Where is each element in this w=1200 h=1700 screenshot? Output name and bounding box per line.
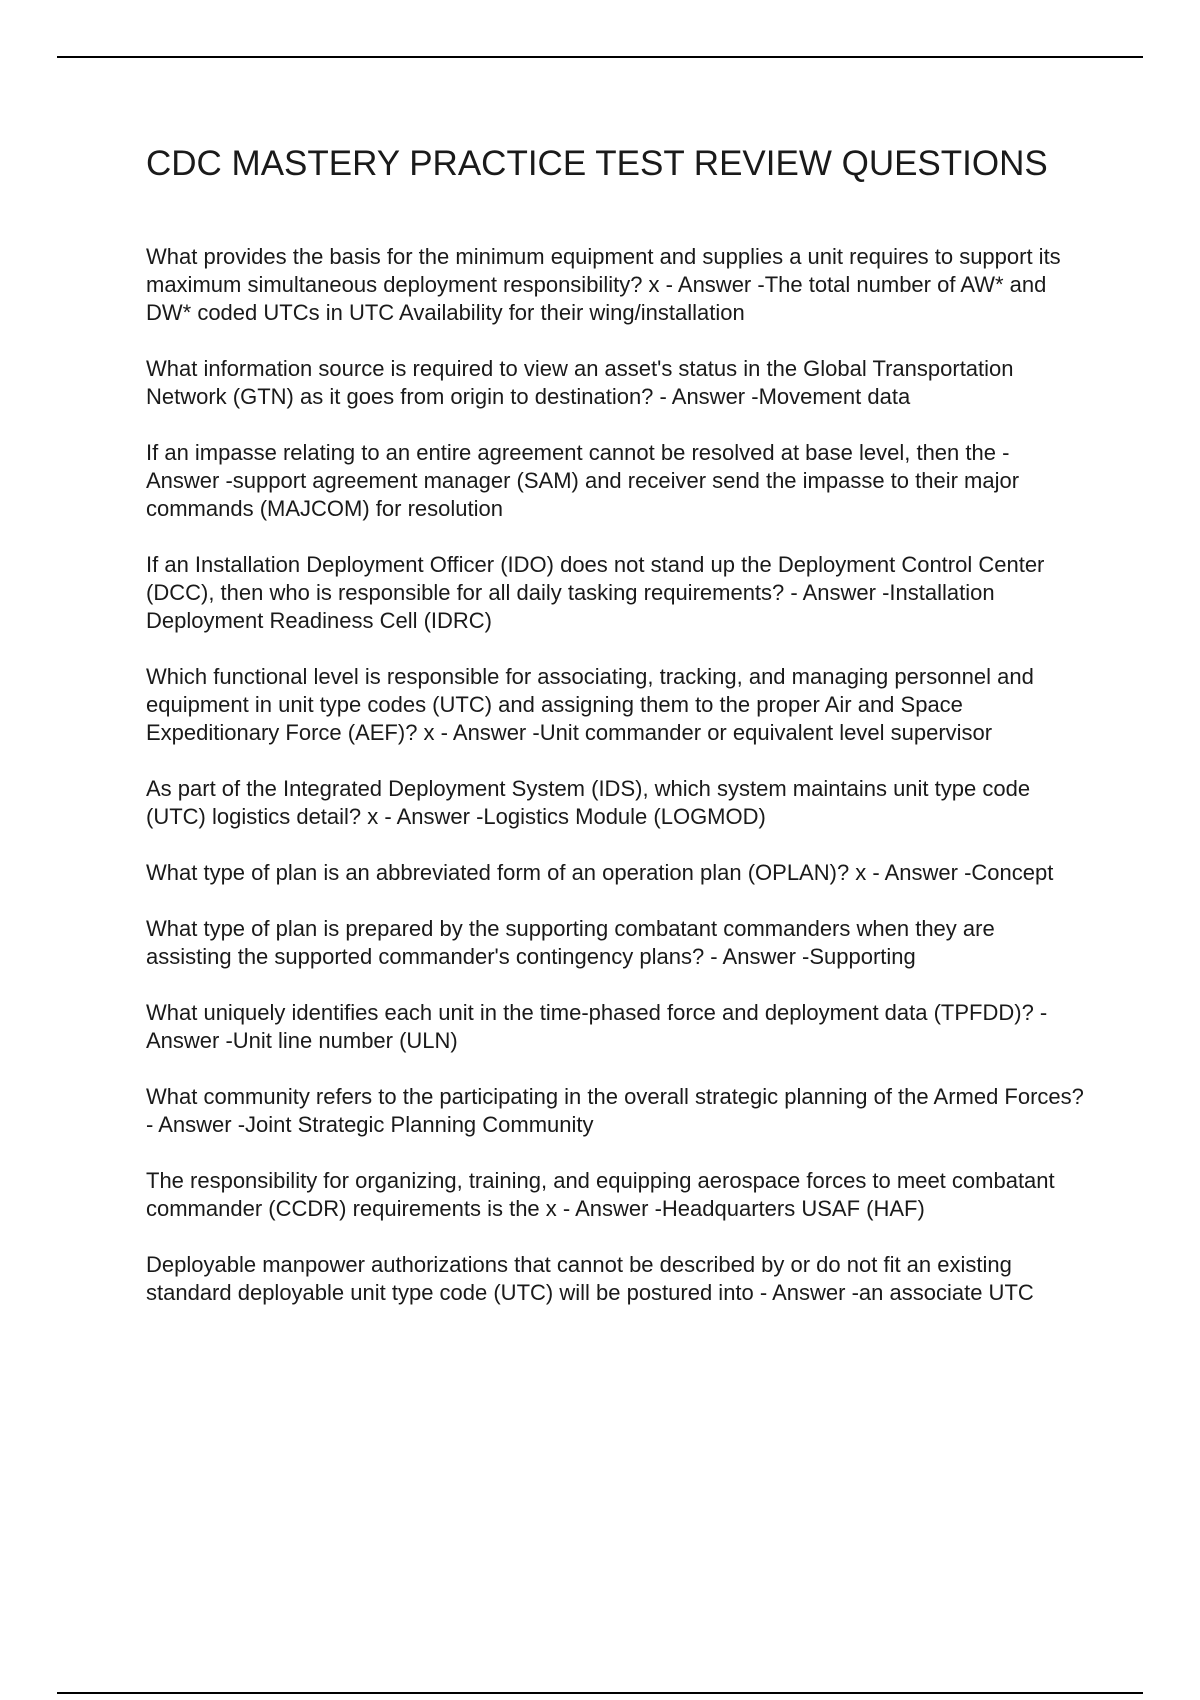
qa-item-3 [146,439,1086,523]
answer-text: Answer -Unit commander or equivalent level supervisor [452,720,993,745]
answer-text: Answer -Movement data [671,384,911,409]
question-text: What type of plan is an abbreviated form of an operation plan (OPLAN)? x - [146,860,885,885]
question-text: If an Installation Deployment Officer (IDO) does not stand up the Deployment Control Center (DCC), then who is responsible for all daily tasking requirements? - [146,552,1045,605]
qa-item-10 [146,1083,1086,1139]
question-text: What provides the basis for the minimum equipment and supplies a unit requires to support its maximum simultaneous deployment responsibility? x - [146,244,1061,297]
question-text: What type of plan is prepared by the supporting combatant commanders when they are assisting the supported commander's contingency plans? - [146,916,995,969]
answer-text: Answer -an associate UTC [772,1280,1034,1305]
question-text: Deployable manpower authorizations that cannot be described by or do not fit an existing standard deployable unit type code (UTC) will be postured into - [146,1252,1012,1305]
qa-list [146,243,1086,1307]
qa-item-2 [146,355,1086,411]
question-text: If an impasse relating to an entire agreement cannot be resolved at base level, then the - [146,440,1010,465]
top-rule [57,56,1143,58]
answer-text: Answer -Joint Strategic Planning Community [158,1112,594,1137]
qa-item-5 [146,663,1086,747]
bottom-rule [57,1692,1143,1694]
answer-text: Answer -Supporting [722,944,916,969]
qa-item-4 [146,551,1086,635]
answer-text: Answer -Unit line number (ULN) [146,1028,458,1053]
qa-item-7 [146,859,1086,887]
question-text: Which functional level is responsible for associating, tracking, and managing personnel and equipment in unit type codes (UTC) and assigning them to the proper Air and Space Expeditionary Force (AEF)? x - [146,664,1034,745]
document-body [146,142,1086,1335]
document-title: CDC MASTERY PRACTICE TEST REVIEW QUESTIONS [146,144,1048,183]
question-text: The responsibility for organizing, training, and equipping aerospace forces to meet combatant commander (CCDR) requirements is the x - [146,1168,1055,1221]
answer-text: Answer -Concept [884,860,1054,885]
answer-text: Answer -support agreement manager (SAM) and receiver send the impasse to their major commands (MAJCOM) for resolution [146,468,1020,521]
qa-item-1 [146,243,1086,327]
answer-text: Answer -The total number of AW* and DW* coded UTCs in UTC Availability for their wing/installation [146,272,1047,325]
qa-item-12 [146,1251,1086,1307]
answer-text: Answer -Logistics Module (LOGMOD) [396,804,766,829]
question-text: What uniquely identifies each unit in the time-phased force and deployment data (TPFDD)? - [146,1000,1048,1025]
answer-text: Answer -Headquarters USAF (HAF) [575,1196,925,1221]
question-text: As part of the Integrated Deployment System (IDS), which system maintains unit type code (UTC) logistics detail? x - [146,776,1031,829]
question-text: What community refers to the participating in the overall strategic planning of the Armed Forces? - [146,1084,1084,1137]
question-text: What information source is required to view an asset's status in the Global Transportation Network (GTN) as it goes from origin to destination? - [146,356,1014,409]
qa-item-6 [146,775,1086,831]
answer-text: Answer -Installation Deployment Readiness Cell (IDRC) [146,580,995,633]
qa-item-8 [146,915,1086,971]
qa-item-11 [146,1167,1086,1223]
qa-item-9 [146,999,1086,1055]
